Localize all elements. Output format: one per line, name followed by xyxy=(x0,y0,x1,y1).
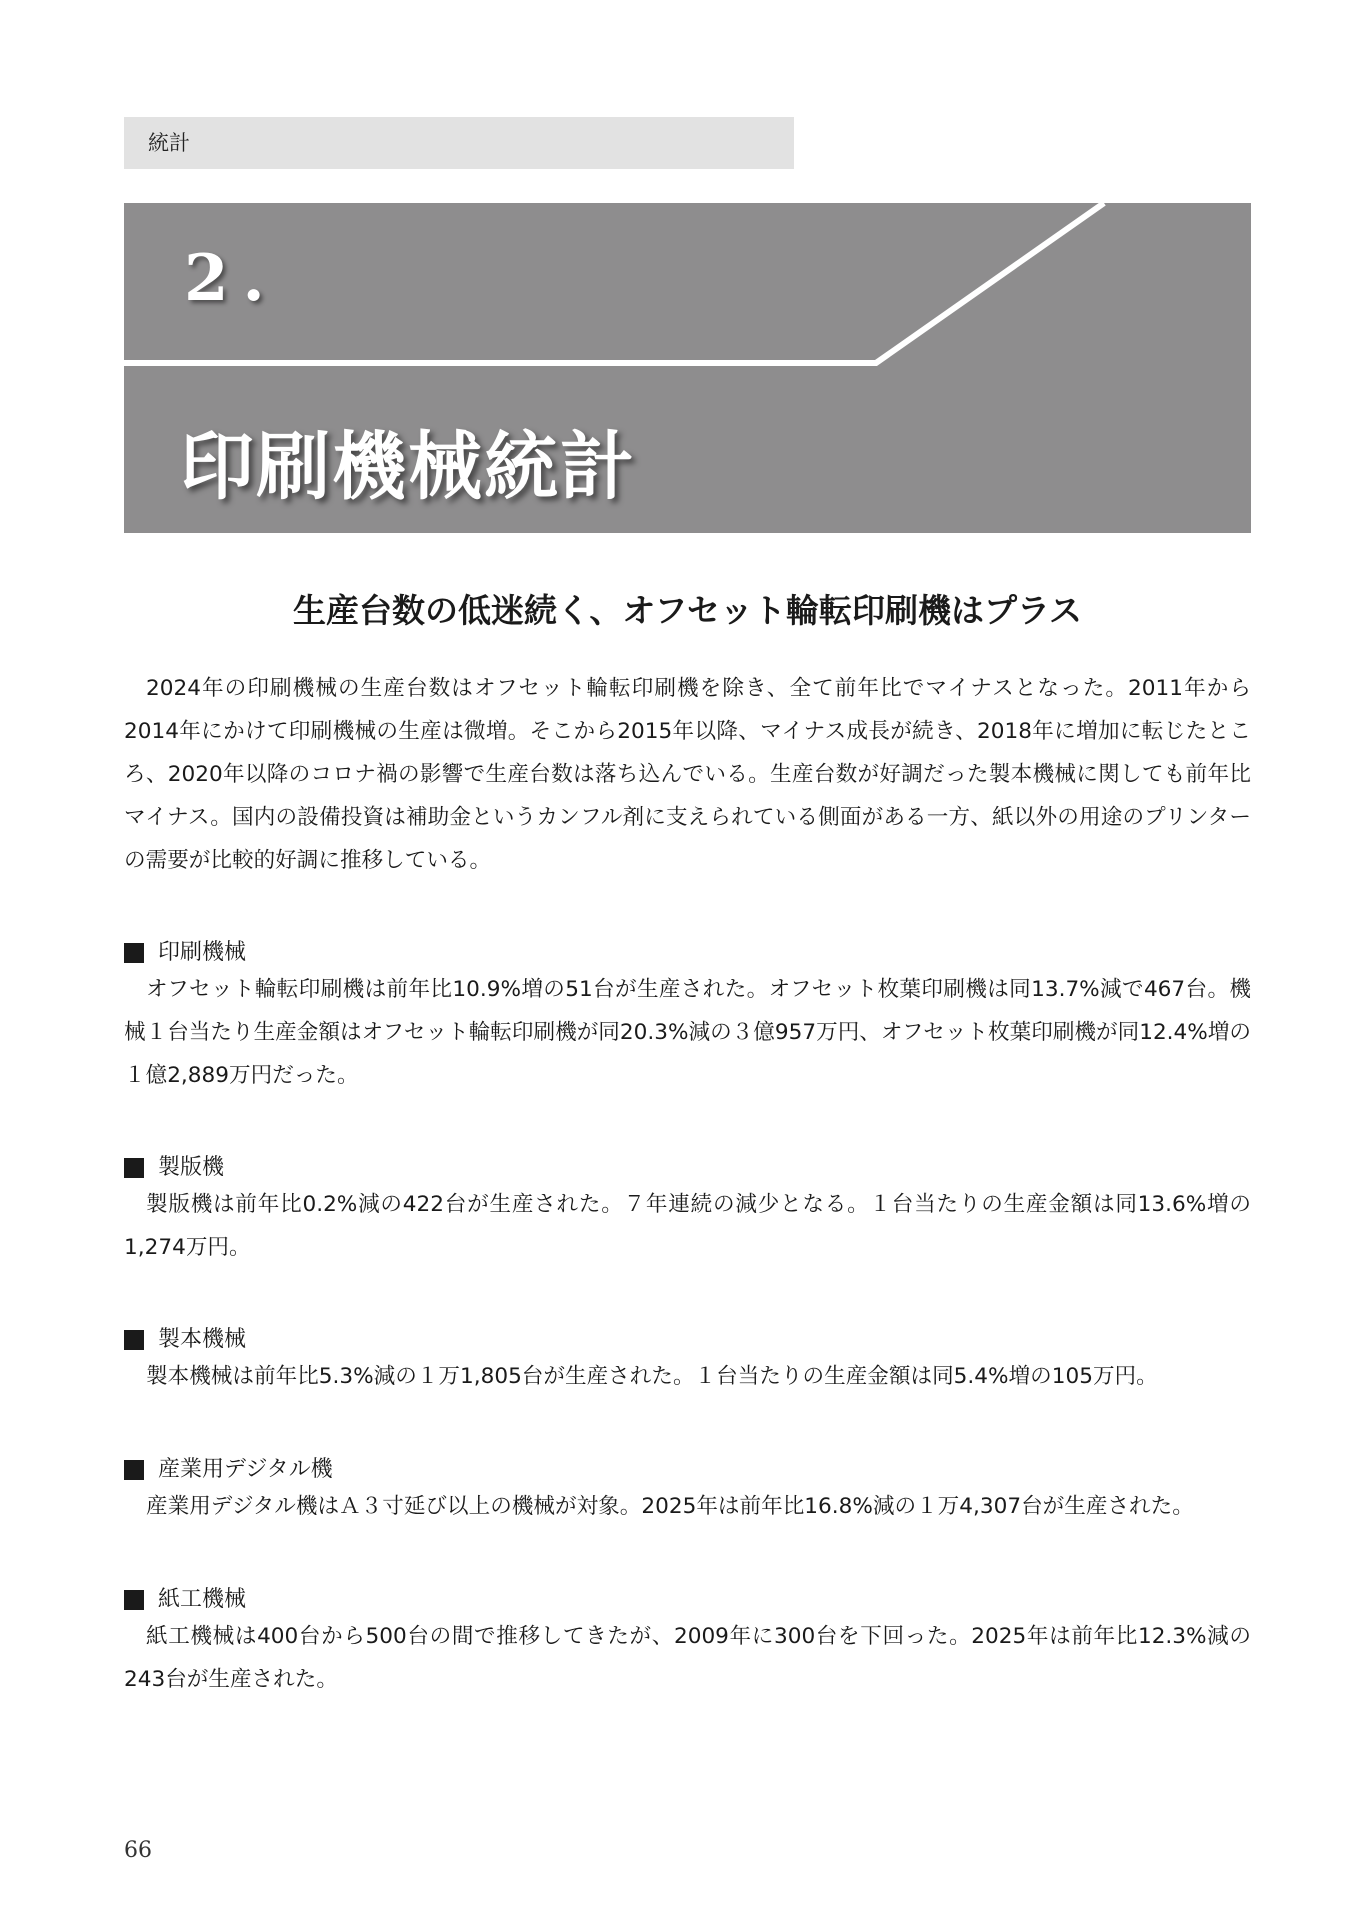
section-heading-industrial-digital xyxy=(124,1455,333,1485)
square-bullet-icon xyxy=(124,1460,144,1480)
category-tab xyxy=(124,117,794,169)
square-bullet-icon xyxy=(124,1590,144,1610)
section-heading-platemaking xyxy=(124,1153,224,1183)
section-text-printing-machines: オフセット輪転印刷機は前年比10.9%増の51台が生産された。オフセット枚葉印刷機は同13.7%減で467台。機械１台当たり生産金額はオフセット輪転印刷機が同20.3%減の３億957万円、オフセット枚葉印刷機が同12.4%増の１億2,889万円だった。 xyxy=(124,977,1251,1088)
section-heading-bookbinding xyxy=(124,1325,246,1355)
page-number: 66 xyxy=(124,1838,152,1863)
square-bullet-icon xyxy=(124,1330,144,1350)
category-label: 統計 xyxy=(148,131,190,155)
section-text-industrial-digital: 産業用デジタル機はＡ３寸延び以上の機械が対象。2025年は前年比16.8%減の１万4,307台が生産された。 xyxy=(146,1494,1194,1519)
section-heading-paper-converting xyxy=(124,1585,246,1615)
intro-paragraph: 2024年の印刷機械の生産台数はオフセット輪転印刷機を除き、全て前年比でマイナスとなった。2011年から2014年にかけて印刷機械の生産は微増。そこから2015年以降、マイナス成長が続き、2018年に増加に転じたところ、2020年以降のコロナ禍の影響で生産台数は落ち込んでいる。生産台数が好調だった製本機械に関しても前年比マイナス。国内の設備投資は補助金というカンフル剤に支えられている側面がある一方、紙以外の用途のプリンターの需要が比較的好調に推移している。 xyxy=(124,676,1251,873)
section-heading-label: 産業用デジタル機 xyxy=(158,1457,333,1482)
section-heading-label: 製版機 xyxy=(158,1155,225,1180)
section-text-paper-converting: 紙工機械は400台から500台の間で推移してきたが、2009年に300台を下回った。2025年は前年比12.3%減の243台が生産された。 xyxy=(124,1624,1251,1692)
article-headline: 生産台数の低迷続く、オフセット輪転印刷機はプラス xyxy=(292,591,1083,630)
chapter-title: 印刷機械統計 xyxy=(180,424,636,510)
square-bullet-icon xyxy=(124,1158,144,1178)
section-heading-label: 紙工機械 xyxy=(158,1587,247,1612)
chapter-number: 2. xyxy=(184,241,279,316)
square-bullet-icon xyxy=(124,943,144,963)
section-text-bookbinding: 製本機械は前年比5.3%減の１万1,805台が生産された。１台当たりの生産金額は同5.4%増の105万円。 xyxy=(146,1364,1158,1389)
chapter-banner xyxy=(124,203,1251,533)
section-heading-printing-machines xyxy=(124,938,246,968)
section-heading-label: 製本機械 xyxy=(158,1327,247,1352)
section-text-platemaking: 製版機は前年比0.2%減の422台が生産された。７年連続の減少となる。１台当たりの生産金額は同13.6%増の1,274万円。 xyxy=(124,1192,1251,1260)
section-heading-label: 印刷機械 xyxy=(158,940,247,965)
